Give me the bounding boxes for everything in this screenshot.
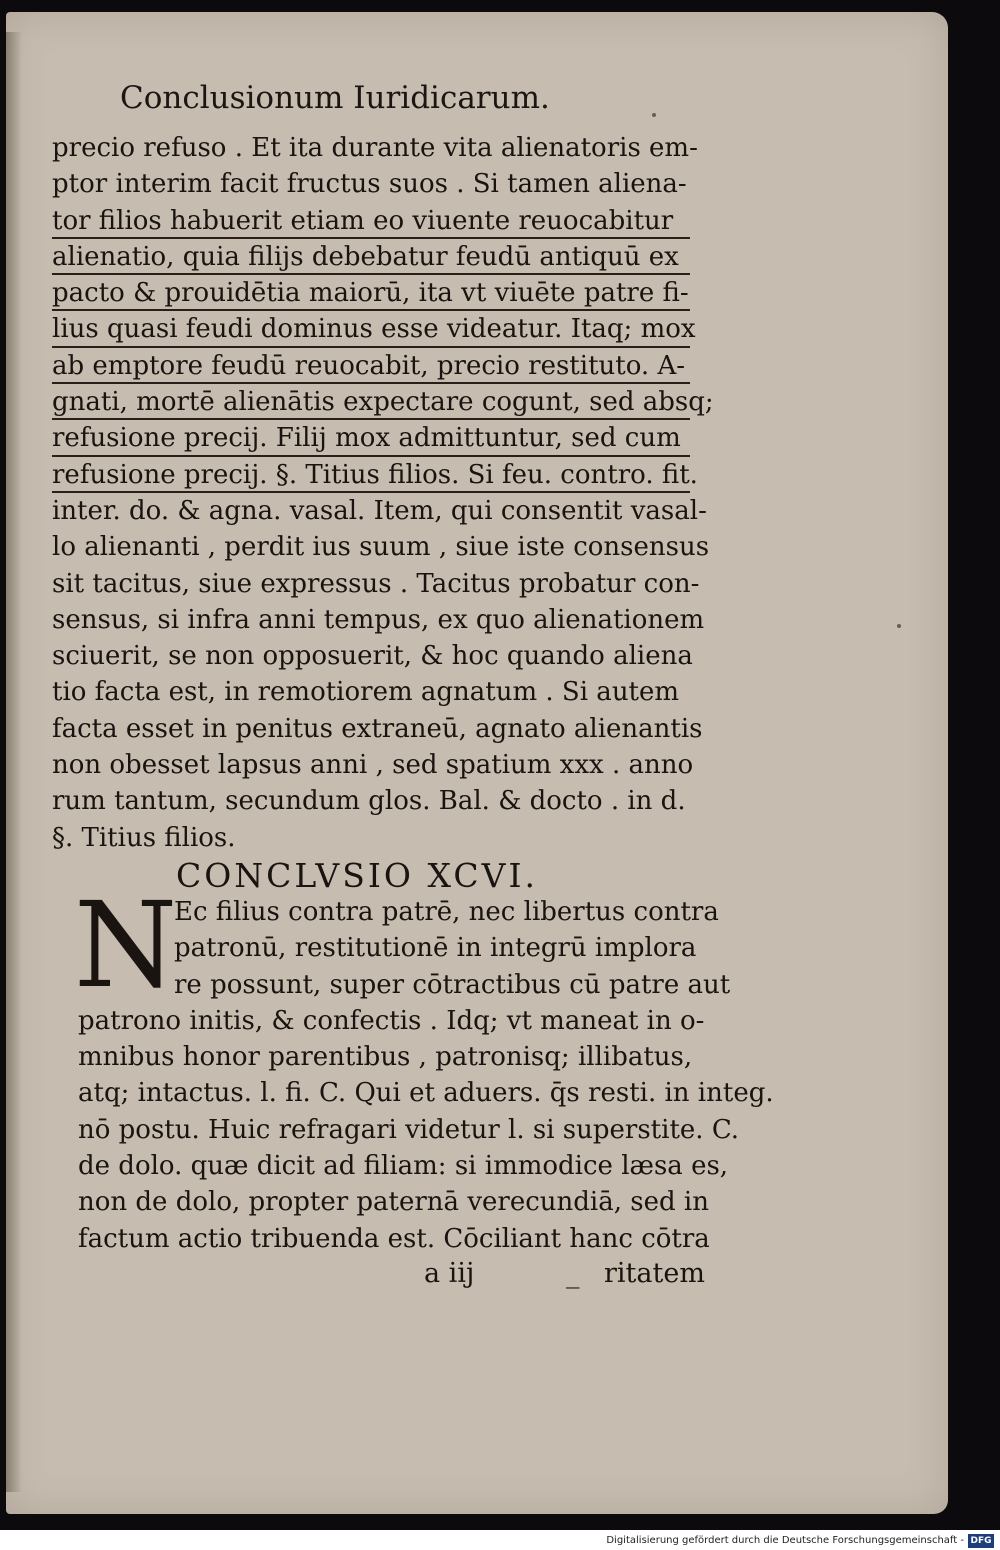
text-line: sciuerit, se non opposuerit, & hoc quando aliena <box>52 641 693 672</box>
text-line-underlined: gnati, mortē alienātis expectare cogunt, sed absq; <box>52 384 690 420</box>
text-line-underlined: ab emptore feudū reuocabit, precio restituto. A- <box>52 348 690 384</box>
text-line-underlined: alienatio, quia filijs debebatur feudū antiquū ex <box>52 239 690 275</box>
text-line: lo alienanti , perdit ius suum , siue iste consensus <box>52 532 710 563</box>
text-line: non de dolo, propter paternā verecundiā, sed in <box>78 1187 709 1218</box>
text-line: Ec filius contra patrē, nec libertus contra <box>174 897 719 927</box>
text-line: §. Titius filios. <box>52 822 236 853</box>
text-line: factum actio tribuenda est. Cōciliant hanc cōtra <box>78 1223 710 1254</box>
text-line: nō postu. Huic refragari videtur l. si superstite. C. <box>78 1114 740 1145</box>
digitization-credit: Digitalisierung gefördert durch die Deutsche Forschungsgemeinschaft - <box>606 1535 964 1546</box>
text-line: sit tacitus, siue expressus . Tacitus probatur con- <box>52 568 700 599</box>
text-line: ptor interim facit fructus suos . Si tamen aliena- <box>52 169 687 200</box>
text-line-underlined: lius quasi feudi dominus esse videatur. Itaq; mox <box>52 311 690 347</box>
conclusio-heading: CONCLVSIO XCVI. <box>176 856 538 895</box>
text-line: non obesset lapsus anni , sed spatium xxx . anno <box>52 750 694 781</box>
paper-speck <box>652 113 656 117</box>
text-line: inter. do. & agna. vasal. Item, qui consentit vasal- <box>52 495 707 526</box>
dfg-logo: DFG <box>968 1534 994 1548</box>
text-line: de dolo. quæ dicit ad filiam: si immodice læsa es, <box>78 1151 729 1182</box>
drop-cap-initial: N <box>74 876 178 1014</box>
signature-mark: a iij <box>424 1258 475 1289</box>
text-line: sensus, si infra anni tempus, ex quo alienationem <box>52 604 705 635</box>
text-line: re possunt, super cōtractibus cū patre aut <box>174 969 731 1000</box>
text-line: mnibus honor parentibus , patronisq; illibatus, <box>78 1042 693 1073</box>
text-line: patrono initis, & confectis . Idq; vt maneat in o- <box>78 1005 705 1036</box>
text-line-underlined: refusione precij. Filij mox admittuntur, sed cum <box>52 420 690 456</box>
text-line: rum tantum, secundum glos. Bal. & docto . in d. <box>52 786 686 817</box>
catchword: ritatem <box>604 1258 705 1289</box>
text-line-underlined: pacto & prouidētia maiorū, ita vt viuēte patre fi- <box>52 275 690 311</box>
paragraph-1 <box>52 130 714 856</box>
paragraph-2 <box>78 894 774 1257</box>
signature-dash: _ <box>566 1258 580 1289</box>
running-head: Conclusionum Iuridicarum. <box>120 80 550 116</box>
text-line: facta esset in penitus extraneū, agnato alienantis <box>52 713 703 744</box>
text-line-underlined: tor filios habuerit etiam eo viuente reuocabitur <box>52 203 690 239</box>
text-line: tio facta est, in remotiorem agnatum . Si autem <box>52 677 680 708</box>
text-line-underlined: refusione precij. §. Titius filios. Si feu. contro. fit. <box>52 457 690 493</box>
page-gutter-shadow <box>6 32 22 1492</box>
text-line: atq; intactus. l. fi. C. Qui et aduers. q̄s resti. in integ. <box>78 1078 774 1109</box>
paper-speck <box>897 624 901 628</box>
text-line: patronū, restitutionē in integrū implora <box>174 933 697 964</box>
text-line: precio refuso . Et ita durante vita alienatoris em- <box>52 133 698 163</box>
